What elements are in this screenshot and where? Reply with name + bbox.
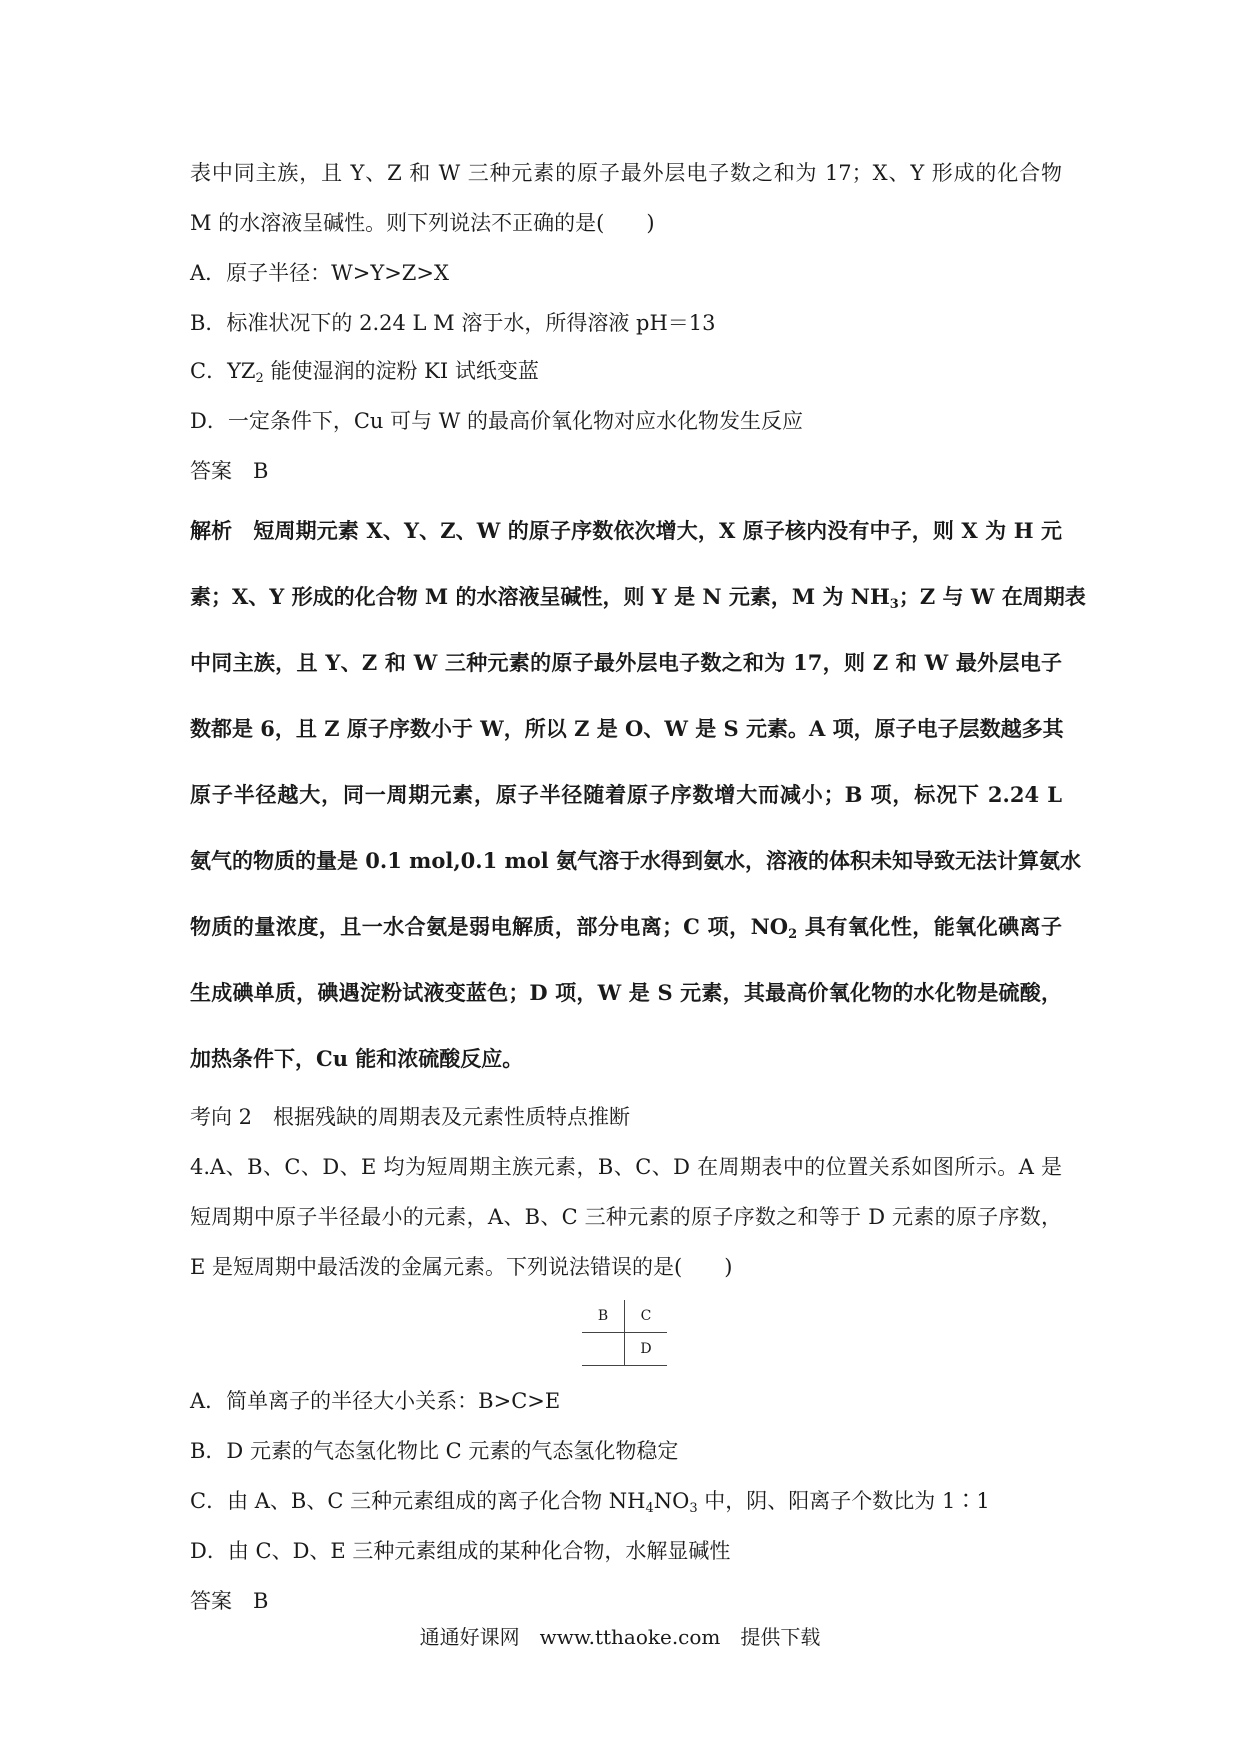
q4-option-c-subscript-1: 4 [645,1501,654,1516]
q3-option-c [190,356,1062,386]
q3-option-d: D．一定条件下，Cu 可与 W 的最高价氧化物对应水化物发生反应 [190,409,804,433]
table-row [582,1333,667,1366]
analysis-line-4: 数都是 6，且 Z 原子序数小于 W，所以 Z 是 O、W 是 S 元素。A 项，原子电子层数越多其 [190,716,1064,741]
q4-stem-line-3: E 是短周期中最活泼的金属元素。下列说法错误的是( ) [190,1255,733,1279]
analysis-line-7-text-end: 具有氧化性，能氧化碘离子 [797,914,1063,939]
q4-stem-line-1: 4.A、B、C、D、E 均为短周期主族元素，B、C、D 在周期表中的位置关系如图所示。A 是 [190,1155,1062,1179]
analysis-line-9: 加热条件下，Cu 能和浓硫酸反应。 [190,1046,524,1071]
analysis-line-3: 中同主族，且 Y、Z 和 W 三种元素的原子最外层电子数之和为 17，则 Z 和 W 最外层电子 [190,650,1062,675]
q3-option-c-text-end: 能使湿润的淀粉 KI 试纸变蓝 [263,359,539,383]
analysis-line-7-subscript: 2 [788,927,798,942]
table-cell-empty [582,1333,625,1366]
q3-option-a: A．原子半径：W>Y>Z>X [190,261,449,285]
q4-option-c-subscript-2: 3 [689,1501,698,1516]
analysis-line-5: 原子半径越大，同一周期元素，原子半径随着原子序数增大而减小；B 项，标况下 2.24 L [190,782,1062,807]
q3-option-c-subscript: 2 [255,371,264,386]
q4-option-c-text: C．由 A、B、C 三种元素组成的离子化合物 NH [190,1489,646,1513]
analysis-line-7 [190,912,1062,942]
table-cell-c: C [625,1300,668,1333]
q3-answer: 答案 B [190,459,269,483]
analysis-line-7-text: 物质的量浓度，且一水合氨是弱电解质，部分电离；C 项，NO [190,914,789,939]
q4-option-d: D．由 C、D、E 三种元素组成的某种化合物，水解显碱性 [190,1539,731,1563]
q3-stem-line-2: M 的水溶液呈碱性。则下列说法不正确的是( ) [190,211,655,235]
analysis-line-6: 氨气的物质的量是 0.1 mol,0.1 mol 氨气溶于水得到氨水，溶液的体积未知导致无法计算氨水 [190,848,1082,873]
q4-answer: 答案 B [190,1589,269,1613]
periodic-table-fragment [582,1300,667,1366]
table-cell-d: D [625,1333,668,1366]
q4-stem-line-2: 短周期中原子半径最小的元素，A、B、C 三种元素的原子序数之和等于 D 元素的原子序数， [190,1205,1062,1229]
analysis-line-2-subscript: 3 [889,597,899,612]
q4-option-c [190,1486,1062,1516]
analysis-line-2-text: 素；X、Y 形成的化合物 M 的水溶液呈碱性，则 Y 是 N 元素，M 为 NH [190,584,890,609]
analysis-line-1: 解析 短周期元素 X、Y、Z、W 的原子序数依次增大，X 原子核内没有中子，则 X 为 H 元 [190,518,1062,543]
analysis-line-2 [190,582,1086,612]
footer-credit: 通通好课网 www.tthaoke.com 提供下载 [419,1625,821,1649]
q4-option-b: B．D 元素的气态氢化物比 C 元素的气态氢化物稳定 [190,1439,679,1463]
q3-stem-line-1: 表中同主族，且 Y、Z 和 W 三种元素的原子最外层电子数之和为 17；X、Y 形成的化合物 [190,161,1062,185]
q4-option-c-text-end: 中，阴、阳离子个数比为 1∶1 [697,1489,990,1513]
q4-option-a: A．简单离子的半径大小关系：B>C>E [190,1389,561,1413]
table-cell-b: B [582,1300,625,1333]
section-heading: 考向 2 根据残缺的周期表及元素性质特点推断 [190,1105,631,1129]
table-row [582,1300,667,1333]
q4-option-c-formula: NO [653,1489,690,1513]
analysis-line-2-text-end: ；Z 与 W 在周期表 [898,584,1086,609]
q3-option-c-text: C．YZ [190,359,256,383]
analysis-line-8: 生成碘单质，碘遇淀粉试液变蓝色；D 项，W 是 S 元素，其最高价氧化物的水化物是硫酸， [190,980,1062,1005]
q3-option-b: B．标准状况下的 2.24 L M 溶于水，所得溶液 pH＝13 [190,311,716,335]
